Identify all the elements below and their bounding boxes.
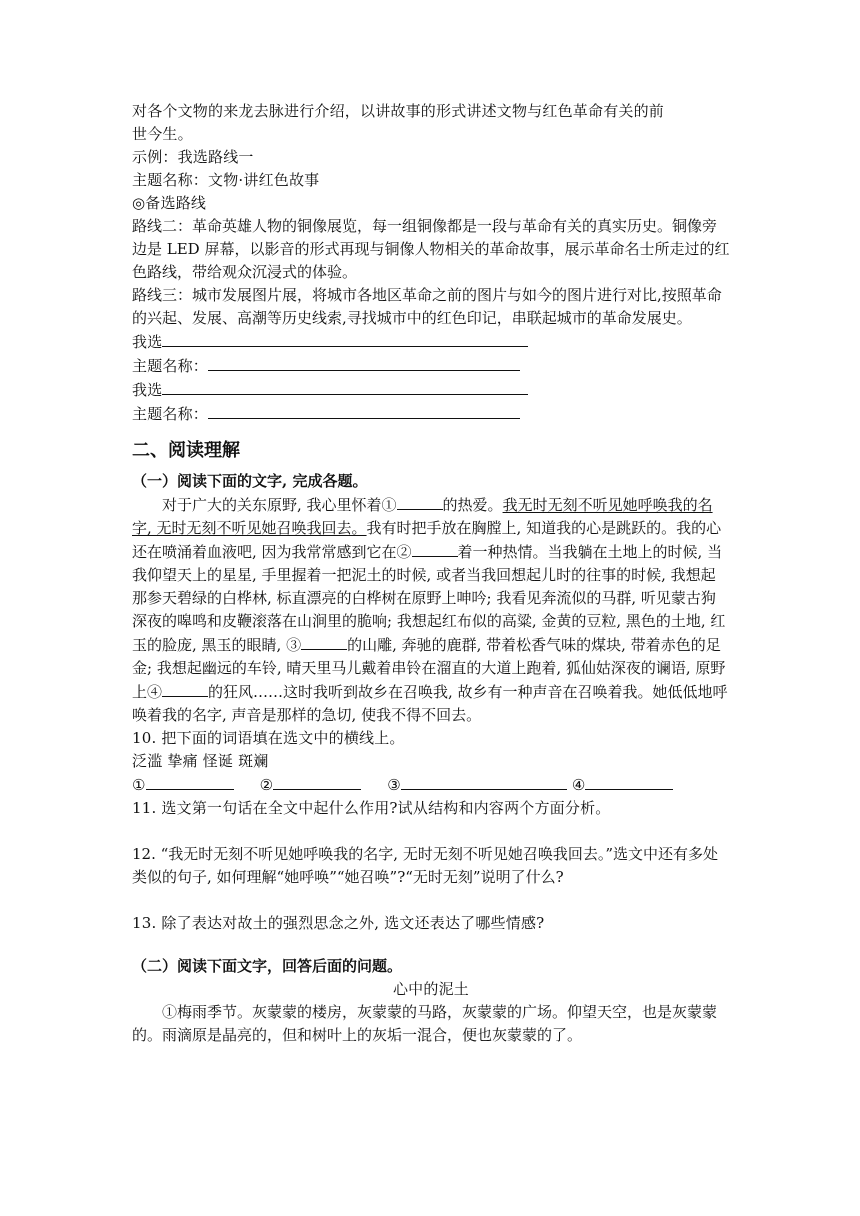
choose-row-2 bbox=[132, 378, 730, 402]
route-two-paragraph: 路线二：革命英雄人物的铜像展览，每一组铜像都是一段与革命有关的真实历史。铜像旁边是 LED 屏幕，以影音的形式再现与铜像人物相关的革命故事，展示革命名士所走过的红色路线，带给观众沉浸式的体验。 bbox=[132, 217, 730, 281]
fill-blank-1[interactable] bbox=[146, 773, 234, 790]
example-line: 示例：我选路线一 bbox=[132, 148, 254, 166]
choose-blank-1[interactable] bbox=[162, 330, 528, 347]
answer-space bbox=[132, 820, 730, 843]
answer-space bbox=[132, 889, 730, 912]
choose-label: 我选 bbox=[132, 381, 163, 399]
theme-blank-1[interactable] bbox=[208, 354, 520, 371]
fill-row bbox=[132, 773, 730, 797]
theme-blank-2[interactable] bbox=[208, 402, 520, 419]
passage-blank-4[interactable] bbox=[162, 680, 208, 697]
fill-blank-4[interactable] bbox=[585, 773, 673, 790]
passage-text: 的山雕, 奔驰的鹿群, 带着松香气味的煤块, 带着赤色的足金; 我想起幽远的车铃, 晴天里马儿戴着串铃在溜直的大道上跑着, 狐仙姑深夜的谰语, 原野上④ bbox=[132, 636, 726, 701]
question-10: 10. 把下面的词语填在选文中的横线上。 bbox=[132, 729, 405, 747]
question-12: 12. “我无时无刻不听见她呼唤我的名字, 无时无刻不听见她召唤我回去。”选文中还有多处类似的句子, 如何理解“她呼唤”“她召唤”?“无时无刻”说明了什么? bbox=[132, 845, 718, 886]
intro-line-2: 世今生。 bbox=[132, 125, 193, 143]
passage-blank-2[interactable] bbox=[412, 540, 458, 557]
article-paragraph-1: ①梅雨季节。灰蒙蒙的楼房，灰蒙蒙的马路，灰蒙蒙的广场。仰望天空，也是灰蒙蒙的。雨滴原是晶亮的，但和树叶上的灰垢一混合，便也灰蒙蒙的了。 bbox=[132, 1003, 718, 1044]
theme-example-line: 主题名称：文物·讲红色故事 bbox=[132, 171, 320, 189]
article-title: 心中的泥土 bbox=[392, 980, 469, 998]
theme-row-1 bbox=[132, 354, 730, 378]
fill-label-1: ① bbox=[132, 776, 146, 794]
part-one-heading: （一）阅读下面的文字, 完成各题。 bbox=[132, 472, 368, 490]
fill-label-3: ③ bbox=[387, 776, 401, 794]
part-two-heading: （二）阅读下面文字，回答后面的问题。 bbox=[132, 957, 403, 975]
theme-row-2 bbox=[132, 402, 730, 426]
fill-label-4: ④ bbox=[571, 776, 586, 794]
passage-paragraph bbox=[132, 493, 730, 727]
fill-blank-3[interactable] bbox=[401, 773, 567, 790]
alt-routes-heading: ◎备选路线 bbox=[132, 194, 207, 212]
passage-blank-3[interactable] bbox=[301, 633, 347, 650]
passage-text: 的热爱。 bbox=[442, 496, 503, 514]
passage-text: 的狂风……这时我听到故乡在召唤我, 故乡有一种声音在召唤着我。她低低地呼唤着我的名字, 声音是那样的急切, 使我不得不回去。 bbox=[132, 683, 728, 724]
question-11: 11. 选文第一句话在全文中起什么作用?试从结构和内容两个方面分析。 bbox=[132, 799, 611, 817]
word-list: 泛滥 挚痛 怪诞 斑斓 bbox=[132, 752, 269, 770]
question-13: 13. 除了表达对故土的强烈思念之外, 选文还表达了哪些情感? bbox=[132, 914, 545, 932]
fill-blank-2[interactable] bbox=[273, 773, 361, 790]
document-page bbox=[132, 100, 730, 1047]
passage-text: 对于广大的关东原野, 我心里怀着① bbox=[162, 496, 397, 514]
choose-blank-2[interactable] bbox=[162, 378, 528, 395]
theme-label: 主题名称： bbox=[132, 405, 209, 423]
passage-text: 着一种热情。当我躺在土地上的时候, 当我仰望天上的星星, 手里握着一把泥土的时候, 或者当我回想起儿时的往事的时候, 我想起那参天碧绿的白桦林, 标直漂亮的白桦树在原野上呻吟; 我看见奔流似的马群, 听见蒙古狗深夜的嗥鸣和皮鞭滚落在山涧里的脆响; 我想起红布似的高粱, 金黄的豆粒, 黑色的土地, 红玉的脸庞, 黑玉的眼睛, ③ bbox=[132, 543, 726, 654]
passage-text: 我有时把手放在胸膛上, 知道我的心是跳跃的。我的心还在喷涌着血液吧, 因为我常常感到它在② bbox=[132, 519, 722, 561]
theme-label: 主题名称： bbox=[132, 357, 209, 375]
section-heading-reading: 二、阅读理解 bbox=[132, 440, 240, 461]
choose-row-1 bbox=[132, 330, 730, 354]
intro-line-1: 对各个文物的来龙去脉进行介绍，以讲故事的形式讲述文物与红色革命有关的前 bbox=[132, 102, 665, 120]
route-three-paragraph: 路线三：城市发展图片展，将城市各地区革命之前的图片与如今的图片进行对比,按照革命的兴起、发展、高潮等历史线索,寻找城市中的红色印记，串联起城市的革命发展史。 bbox=[132, 286, 722, 327]
choose-label: 我选 bbox=[132, 333, 163, 351]
fill-label-2: ② bbox=[259, 776, 274, 794]
answer-space bbox=[132, 935, 730, 949]
underlined-sentence: 我无时无刻不听见她呼唤我的名字, 无时无刻不听见她召唤我回去。 bbox=[132, 496, 713, 537]
passage-blank-1[interactable] bbox=[397, 493, 443, 510]
